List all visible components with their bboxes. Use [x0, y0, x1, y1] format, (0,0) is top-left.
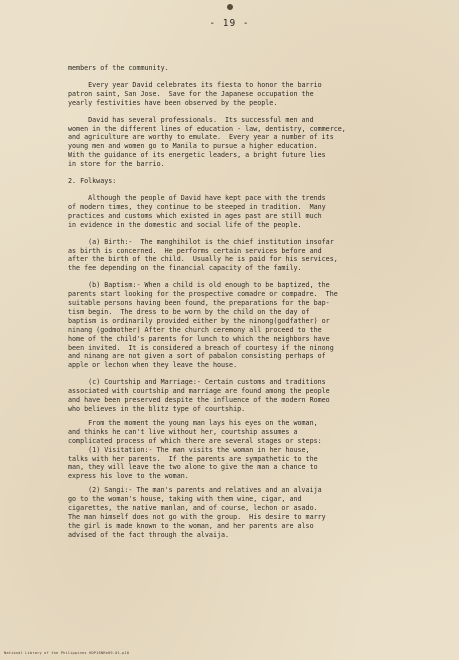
archive-footer: National Library of the Philippines HDP16NRe09-01-p10 — [4, 651, 130, 655]
paragraph-birth: (a) Birth:- The manghihilot is the chief institution insofar as birth is concerned. He performs certain services before and after the birth of the child. Usually he is paid for his services, the fee depending on the financial capacity of the family. — [68, 237, 338, 273]
punch-hole — [227, 4, 233, 10]
page-number: - 19 - — [209, 18, 250, 29]
paragraph: Every year David celebrates its fiesta to honor the barrio patron saint, San Jose. Save for the Japanese occupation the yearly festivities have been observed by the people. — [68, 80, 322, 107]
paragraph: Although the people of David have kept pace with the trends of modern times, they continue to be steeped in tradition. Many practices and customs which existed in ages past are still much in evidence in the domestic and social life of the people. — [68, 193, 326, 229]
paragraph-courtship: (c) Courtship and Marriage:- Certain customs and traditions associated with courtship and marriage are found among the people and have been preserved despite the influence of the modern Romeo who believes in the blitz type of courtship. — [68, 378, 330, 413]
paragraph-sangi: (2) Sangi:- The man's parents and relatives and an alvaija go to the woman's house, taking with them wine, cigar, and cigarettes, the native manlan, and of course, lechon or asado. The man himself does not go with the group. His desire to marry the girl is made known to the woman, and her parents are also advised of the fact through the alvaija. — [68, 486, 326, 539]
paragraph-baptism: (b) Baptism:- When a child is old enough to be baptized, the parents start looking for the prospective comadre or compadre. The suitable persons having been found, the preparations for the bap- tism begin. The dress to be worn by the child on the day of baptism is ordinarily provided either by the ninong(godfather) or ninang (godmother) After the church ceremony all proceed to the home of the child's parents for lunch to which the neighbors have been invited. It is considered a breach of courtesy if the ninong and ninang are not given a sort of pabalon consisting perhaps of apple or lechon when they leave the house. — [68, 281, 338, 370]
section-heading: 2. Folkways: — [68, 177, 117, 186]
document-body — [68, 64, 440, 540]
paragraph-visitation: From the moment the young man lays his eyes on the woman, and thinks he can't live without her, courtship assumes a complicated process of which there are several stages or steps: (1) Visitation:- The man visits the woman in her house, talks with her parents. If the parents are sympathetic to the man, they will leave the two alone to give the man a chance to express his love to the woman. — [68, 418, 322, 481]
paragraph: David has several professionals. Its successful men and women in the different lines of education - law, dentistry, commerce, and agriculture are worthy to emulate. Every year a number of its young men and women go to Manila to pursue a higher education. With the guidance of its energetic leaders, a bright future lies in store for the barrio. — [68, 115, 346, 169]
paragraph: members of the community. — [68, 64, 169, 72]
